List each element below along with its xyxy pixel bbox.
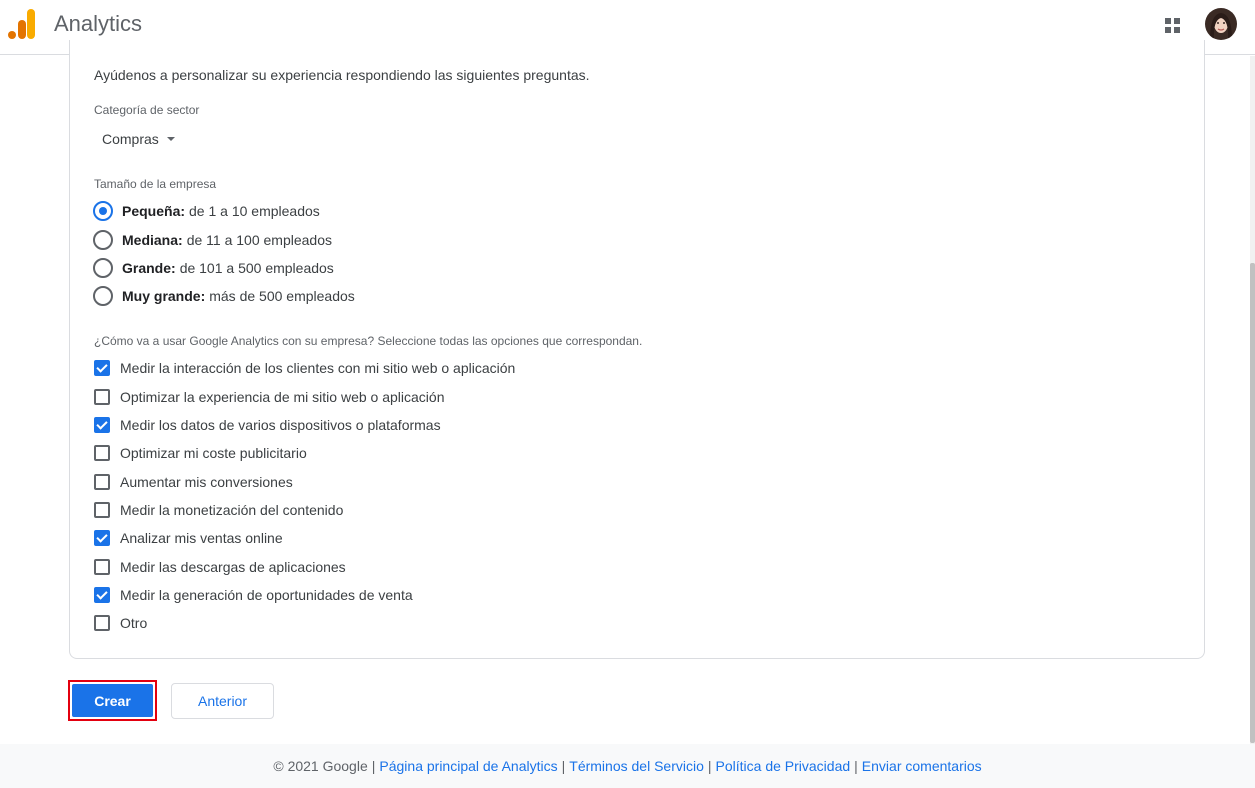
size-option-desc: de 1 a 10 empleados [189,203,320,219]
checkbox[interactable] [94,559,110,575]
footer-separator: | [707,758,712,774]
usage-option[interactable] [94,415,441,435]
checkbox[interactable] [94,445,110,461]
size-option-title: Muy grande: [122,288,206,304]
usage-option[interactable] [94,557,346,577]
radio-button[interactable] [93,286,113,306]
footer-link-terms[interactable]: Términos del Servicio [569,758,704,774]
checkbox[interactable] [94,530,110,546]
size-option-desc: más de 500 empleados [209,288,355,304]
usage-option[interactable] [94,358,515,378]
footer-link-feedback[interactable]: Enviar comentarios [861,758,982,774]
footer-link-privacy[interactable]: Política de Privacidad [715,758,851,774]
app-title: Analytics [54,11,143,36]
usage-option[interactable] [94,613,147,633]
usage-option[interactable] [94,387,444,407]
usage-option-label: Medir las descargas de aplicaciones [120,559,346,575]
usage-option-label: Optimizar mi coste publicitario [120,445,307,461]
checkbox[interactable] [94,389,110,405]
usage-option[interactable] [94,585,413,605]
usage-option-label: Medir la interacción de los clientes con mi sitio web o aplicación [120,360,516,376]
avatar[interactable] [1205,8,1237,40]
sector-value: Compras [102,131,159,147]
size-option-desc: de 101 a 500 empleados [179,260,334,276]
size-option-title: Mediana: [122,232,183,248]
create-button-highlight [68,680,157,721]
analytics-logo-icon [8,9,36,39]
caret-down-icon [167,137,175,141]
usage-option-label: Medir la generación de oportunidades de venta [120,587,413,603]
footer-link-analytics-home[interactable]: Página principal de Analytics [379,758,558,774]
usage-question-label: ¿Cómo va a usar Google Analytics con su empresa? Seleccione todas las opciones que correspondan. [94,334,643,348]
copyright-text: © 2021 Google [273,758,368,774]
size-option-title: Grande: [122,260,176,276]
footer [0,744,1255,788]
radio-button[interactable] [93,258,113,278]
checkbox[interactable] [94,417,110,433]
size-option-desc: de 11 a 100 empleados [186,232,332,248]
user-avatar-icon [1205,8,1237,40]
sector-label: Categoría de sector [94,103,200,117]
apps-grid-icon[interactable] [1160,12,1186,38]
checkbox[interactable] [94,360,110,376]
checkbox[interactable] [94,474,110,490]
usage-option-label: Medir la monetización del contenido [120,502,344,518]
size-option-very-large[interactable] [93,285,355,307]
scrollbar-thumb[interactable] [1250,263,1255,743]
usage-option[interactable] [94,472,293,492]
size-option-title: Pequeña: [122,203,186,219]
size-option-large[interactable] [93,257,334,279]
usage-option[interactable] [94,500,343,520]
checkbox[interactable] [94,587,110,603]
usage-option-label: Analizar mis ventas online [120,530,283,546]
radio-button[interactable] [93,201,113,221]
sector-dropdown[interactable] [102,131,175,147]
footer-separator: | [854,758,858,774]
intro-text: Ayúdenos a personalizar su experiencia respondiendo las siguientes preguntas. [94,67,590,83]
radio-button[interactable] [93,230,113,250]
create-button[interactable]: Crear [72,684,153,717]
usage-option[interactable] [94,443,307,463]
usage-option-label: Otro [120,615,148,631]
usage-option-label: Medir los datos de varios dispositivos o plataformas [120,417,441,433]
usage-option[interactable] [94,528,283,548]
footer-separator: | [561,758,566,774]
previous-button[interactable]: Anterior [171,683,274,719]
usage-option-label: Aumentar mis conversiones [120,474,293,490]
company-size-label: Tamaño de la empresa [94,177,217,191]
checkbox[interactable] [94,502,110,518]
checkbox[interactable] [94,615,110,631]
usage-option-label: Optimizar la experiencia de mi sitio web o aplicación [120,389,445,405]
footer-separator: | [371,758,376,774]
size-option-medium[interactable] [93,229,332,251]
size-option-small[interactable] [93,200,320,222]
